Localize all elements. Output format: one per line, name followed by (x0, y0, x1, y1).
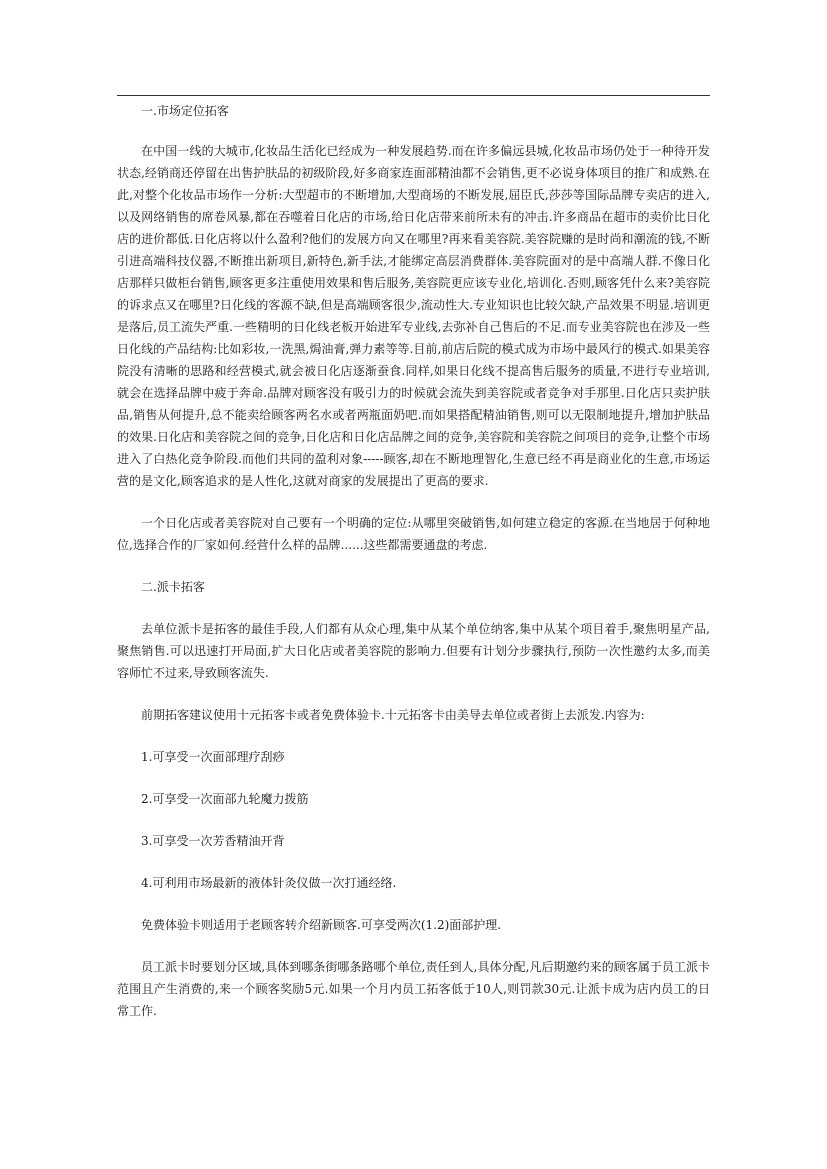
section-heading-card-distribution: 二.派卡拓客 (141, 580, 205, 594)
list-item: 2.可享受一次面部九轮魔力拨筋 (141, 792, 309, 806)
list-item: 3.可享受一次芳香精油开背 (141, 834, 285, 848)
paragraph-positioning: 一个日化店或者美容院对自己要有一个明确的定位:从哪里突破销售,如何建立稳定的客源.在当地居于何种地位,选择合作的厂家如何.经营什么样的品牌......这些都需要通盘的考虑. (117, 516, 710, 552)
list-item: 4.可利用市场最新的液体针灸仪做一次打通经络. (141, 876, 397, 890)
paragraph-staff-rules: 员工派卡时要划分区域,具体到哪条街哪条路哪个单位,责任到人,具体分配,凡后期邀约来的顾客属于员工派卡范围且产生消费的,来一个顾客奖励5元.如果一个月内员工拓客低于10人,则罚款30元.让派卡成为店内员工的日常工作. (117, 960, 710, 1018)
section-heading-market-positioning: 一.市场定位拓客 (141, 104, 229, 118)
paragraph-market-analysis: 在中国一线的大城市,化妆品生活化已经成为一种发展趋势.而在许多偏远县城,化妆品市场仍处于一种待开发状态,经销商还停留在出售护肤品的初级阶段,好多商家连面部精油都不会销售,更不必说身体项目的推广和成熟.在此,对整个化妆品市场作一分析:大型超市的不断增加,大型商场的不断发展,屈臣氏,莎莎等国际品牌专卖店的进入,以及网络销售的席卷风暴,都在吞噬着日化店的市场,给日化店带来前所未有的冲击.许多商品在超市的卖价比日化店的进价都低.日化店将以什么盈利?他们的发展方向又在哪里?再来看美容院.美容院赚的是时尚和潮流的钱,不断引进高端科技仪器,不断推出新项目,新特色,新手法,才能绑定高层消费群体.美容院面对的是中高端人群.不像日化店那样只做柜台销售,顾客更多注重使用效果和售后服务,美容院更应该专业化,培训化.否则,顾客凭什么来?美容院的诉求点又在哪里?日化线的客源不缺,但是高端顾客很少,流动性大.专业知识也比较欠缺,产品效果不明显.培训更是落后,员工流失严重.一些精明的日化线老板开始进军专业线,去弥补自己售后的不足.而专业美容院也在涉及一些日化线的产品结构:比如彩妆,一洗黑,焗油膏,弹力素等等.目前,前店后院的模式成为市场中最风行的模式.如果美容院没有清晰的思路和经营模式,就会被日化店逐渐蚕食.同样,如果日化线不提高售后服务的质量,不进行专业培训,就会在选择品牌中疲于奔命.品牌对顾客没有吸引力的时候就会流失到美容院或者竞争对手那里.日化店只卖护肤品,销售从何提升,总不能卖给顾客两名水或者两瓶面奶吧.而如果搭配精油销售,则可以无限制地提升,增加护肤品的效果.日化店和美容院之间的竞争,日化店和日化店品牌之间的竞争,美容院和美容院之间项目的竞争,让整个市场进入了白热化竞争阶段.而他们共同的盈利对象-----顾客,却在不断地理智化,生意已经不再是商业化的生意,市场运营的是文化,顾客追求的是人性化,这就对商家的发展提出了更高的要求. (117, 144, 710, 488)
paragraph-free-trial-card: 免费体验卡则适用于老顾客转介绍新顾客.可享受两次(1.2)面部护理. (141, 918, 502, 932)
header-rule (117, 95, 710, 96)
paragraph-card-distribution: 去单位派卡是拓客的最佳手段,人们都有从众心理,集中从某个单位纳客,集中从某个项目着手,聚焦明星产品,聚焦销售.可以迅速打开局面,扩大日化店或者美容院的影响力.但要有计划分步骤执行,预防一次性邀约太多,而美容师忙不过来,导致顾客流失. (117, 622, 710, 680)
paragraph-trial-card-intro: 前期拓客建议使用十元拓客卡或者免费体验卡.十元拓客卡由美导去单位或者街上去派发.内容为: (141, 708, 645, 722)
list-item: 1.可享受一次面部理疗刮痧 (141, 750, 285, 764)
document-body (117, 100, 710, 1022)
